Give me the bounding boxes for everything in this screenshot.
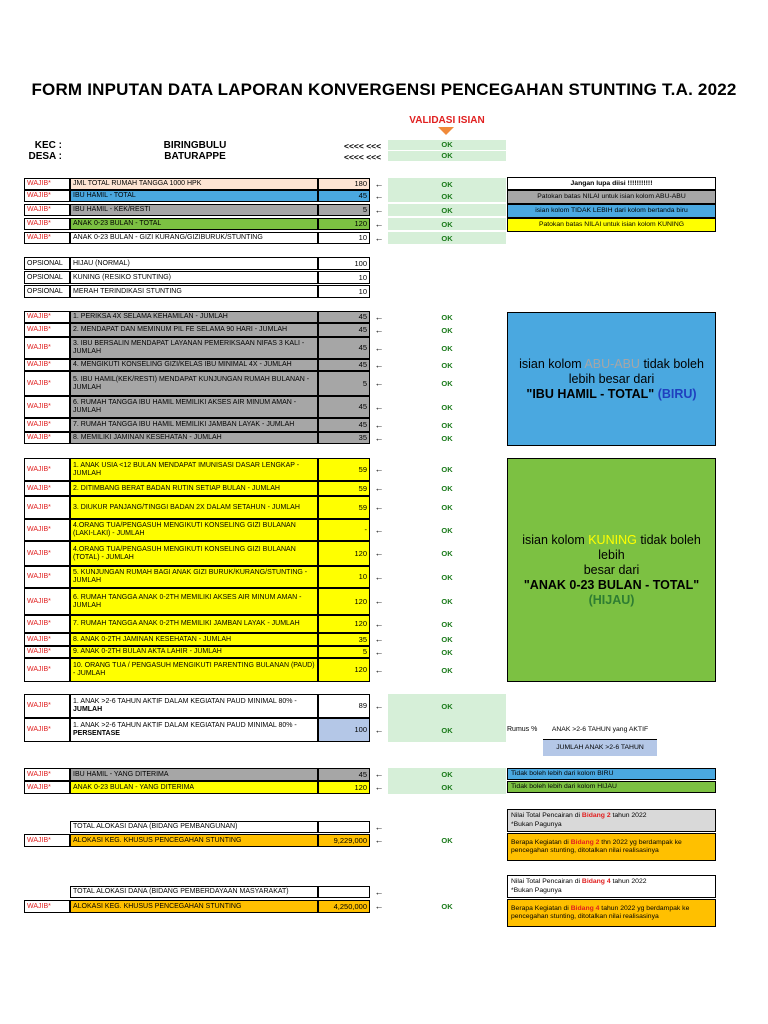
row-value-input[interactable]: 10 bbox=[318, 566, 370, 588]
total-allocation-label: TOTAL ALOKASI DANA (BIDANG PEMBERDAYAAN MASYARAKAT) bbox=[70, 886, 318, 898]
row-value-input[interactable]: 45 bbox=[318, 418, 370, 432]
note-blue-text2: tidak boleh bbox=[639, 356, 704, 371]
left-arrow-icon: ← bbox=[374, 782, 384, 792]
kec-label: KEC : bbox=[34, 140, 62, 151]
row-description-line2: JUMLAH bbox=[73, 706, 103, 713]
row-value-input[interactable]: 10 bbox=[318, 271, 370, 284]
note-green-line2: besar dari bbox=[583, 562, 640, 577]
row-description: 7. RUMAH TANGGA ANAK 0-2TH MEMILIKI JAMBAN LAYAK - JUMLAH bbox=[70, 615, 318, 633]
legend-item: Patokan batas NILAI untuk isian kolom KUNING bbox=[507, 218, 716, 232]
validasi-header: VALIDASI ISIAN bbox=[409, 115, 485, 126]
note-green-anak-total: "ANAK 0-23 BULAN - TOTAL" bbox=[523, 577, 700, 592]
row-value-input[interactable]: 10 bbox=[318, 285, 370, 298]
row-value-input[interactable]: 5 bbox=[318, 371, 370, 396]
row-label: WAJIB* bbox=[24, 541, 70, 566]
arrow-down-icon bbox=[438, 127, 454, 135]
note-anak-023 bbox=[507, 458, 716, 682]
row-description: 2. MENDAPAT DAN MEMINUM PIL FE SELAMA 90 HARI - JUMLAH bbox=[70, 323, 318, 337]
row-label: WAJIB* bbox=[24, 781, 70, 794]
note-b2k-text3: pencegahan stunting, ditotalkan nilai realisasinya bbox=[511, 847, 659, 854]
note-green-hijau: (HIJAU) bbox=[588, 592, 635, 607]
legend-item: Patokan batas NILAI untuk isian kolom ABU-ABU bbox=[507, 190, 716, 204]
row-status: OK bbox=[441, 433, 453, 443]
row-label: WAJIB* bbox=[24, 646, 70, 658]
row-label: WAJIB* bbox=[24, 658, 70, 682]
left-arrow-icon: ← bbox=[374, 525, 384, 535]
left-arrow-icon: ← bbox=[374, 325, 384, 335]
row-description: ALOKASI KEG. KHUSUS PENCEGAHAN STUNTING bbox=[70, 834, 318, 847]
note-hijau-limit: Tidak boleh lebih dari kolom HIJAU bbox=[507, 781, 716, 793]
row-description: 3. DIUKUR PANJANG/TINGGI BADAN 2X DALAM SETAHUN - JUMLAH bbox=[70, 496, 318, 519]
row-description bbox=[70, 718, 318, 742]
note-b2-bukan-pagu: *Bukan Pagunya bbox=[511, 820, 562, 828]
row-status: OK bbox=[441, 484, 453, 493]
row-value-input[interactable]: 45 bbox=[318, 359, 370, 371]
desa-value[interactable]: BATURAPPE bbox=[164, 151, 226, 162]
row-label: WAJIB* bbox=[24, 218, 70, 230]
row-description: IBU HAMIL - TOTAL bbox=[70, 190, 318, 202]
row-label: WAJIB* bbox=[24, 232, 70, 244]
row-value-input[interactable]: - bbox=[318, 519, 370, 541]
row-value-input[interactable]: 45 bbox=[318, 396, 370, 418]
row-description: ANAK 0-23 BULAN - TOTAL bbox=[70, 218, 318, 230]
row-description-line2: PERSENTASE bbox=[73, 730, 120, 737]
row-label: WAJIB* bbox=[24, 359, 70, 371]
rumus-denominator: JUMLAH ANAK >2-6 TAHUN bbox=[543, 740, 657, 756]
row-description-line1: 1. ANAK >2-6 TAHUN AKTIF DALAM KEGIATAN PAUD MINIMAL 80% - bbox=[73, 722, 297, 729]
row-status: OK bbox=[441, 465, 453, 474]
note-bidang2-total bbox=[507, 809, 716, 832]
legend-item: isian kolom TIDAK LEBIH dari kolom bertanda biru bbox=[507, 204, 716, 218]
row-value-input[interactable]: 120 bbox=[318, 781, 370, 794]
row-status: OK bbox=[388, 718, 506, 742]
left-arrow-icon: ← bbox=[374, 769, 384, 779]
row-value-input[interactable]: 120 bbox=[318, 615, 370, 633]
total-allocation-label: TOTAL ALOKASI DANA (BIDANG PEMBANGUNAN) bbox=[70, 821, 318, 833]
row-value-input[interactable]: 100 bbox=[318, 718, 370, 742]
kec-status: OK bbox=[388, 140, 506, 150]
desa-status: OK bbox=[388, 151, 506, 161]
row-value-input[interactable]: 180 bbox=[318, 178, 370, 190]
left-arrow-icon: ← bbox=[374, 191, 384, 201]
row-value-input[interactable]: 35 bbox=[318, 633, 370, 646]
note-blue-text: isian kolom bbox=[519, 356, 585, 371]
left-arrow-icon: ← bbox=[374, 725, 384, 735]
row-label: WAJIB* bbox=[24, 178, 70, 190]
row-description: 4.ORANG TUA/PENGASUH MENGIKUTI KONSELING GIZI BULANAN (LAKI-LAKI) - JUMLAH bbox=[70, 519, 318, 541]
left-arrow-icon: ← bbox=[374, 835, 384, 845]
row-description: 8. ANAK 0-2TH JAMINAN KESEHATAN - JUMLAH bbox=[70, 633, 318, 646]
note-blue-ibu-total: "IBU HAMIL - TOTAL" bbox=[526, 386, 655, 401]
note-ibu-hamil bbox=[507, 312, 716, 446]
rumus-label: Rumus % bbox=[507, 726, 538, 733]
row-description: ANAK 0-23 BULAN - YANG DITERIMA bbox=[70, 781, 318, 794]
row-description: 5. KUNJUNGAN RUMAH BAGI ANAK GIZI BURUK/KURANG/STUNTING - JUMLAH bbox=[70, 566, 318, 588]
row-status: OK bbox=[441, 572, 453, 582]
row-label: WAJIB* bbox=[24, 337, 70, 359]
row-status: OK bbox=[441, 597, 453, 606]
row-status: OK bbox=[441, 635, 453, 644]
left-arrow-icon: ← bbox=[374, 179, 384, 189]
note-blue-biru: (BIRU) bbox=[654, 386, 697, 401]
row-status: OK bbox=[441, 619, 453, 629]
note-b4k-text2: tahun 2022 yg berdampak ke bbox=[599, 904, 690, 912]
row-value-input[interactable]: 45 bbox=[318, 768, 370, 781]
row-value-input[interactable]: 120 bbox=[318, 588, 370, 615]
row-status: OK bbox=[388, 204, 506, 216]
row-status: OK bbox=[388, 694, 506, 718]
row-label: WAJIB* bbox=[24, 633, 70, 646]
row-value-input[interactable]: 59 bbox=[318, 496, 370, 519]
note-b4-text2: tahun 2022 bbox=[610, 878, 647, 885]
note-b2-bidang: Bidang 2 bbox=[581, 812, 611, 819]
row-status: OK bbox=[441, 312, 453, 322]
row-value-input[interactable]: 35 bbox=[318, 432, 370, 444]
note-blue-line2: lebih besar dari bbox=[568, 371, 655, 386]
note-green-text2: tidak boleh lebih bbox=[598, 532, 701, 562]
row-description: 1. PERIKSA 4X SELAMA KEHAMILAN - JUMLAH bbox=[70, 311, 318, 323]
row-status: OK bbox=[441, 343, 453, 353]
row-label: WAJIB* bbox=[24, 418, 70, 432]
row-description: 6. RUMAH TANGGA ANAK 0-2TH MEMILIKI AKSES AIR MINUM AMAN - JUMLAH bbox=[70, 588, 318, 615]
note-bidang2-kegiatan bbox=[507, 833, 716, 861]
row-status: OK bbox=[441, 503, 453, 512]
row-description-line1: 1. ANAK >2-6 TAHUN AKTIF DALAM KEGIATAN PAUD MINIMAL 80% - bbox=[73, 698, 297, 705]
row-label: WAJIB* bbox=[24, 481, 70, 496]
left-arrow-icon: ← bbox=[374, 483, 384, 493]
row-status: OK bbox=[441, 902, 453, 911]
left-arrow-icon: ← bbox=[374, 822, 384, 832]
kec-arrows: <<<< <<< bbox=[344, 141, 382, 151]
row-description: HIJAU (NORMAL) bbox=[70, 257, 318, 270]
row-value-input[interactable]: 59 bbox=[318, 481, 370, 496]
row-status: OK bbox=[441, 647, 453, 657]
allocation-value-input[interactable]: 9,229,000 bbox=[318, 834, 370, 847]
desa-arrows: <<<< <<< bbox=[344, 152, 382, 162]
row-description: 10. ORANG TUA / PENGASUH MENGIKUTI PARENTING BULANAN (PAUD) - JUMLAH bbox=[70, 658, 318, 682]
row-description: 4. MENGIKUTI KONSELING GIZI/KELAS IBU MINIMAL 4X - JUMLAH bbox=[70, 359, 318, 371]
rumus-numerator: ANAK >2-6 TAHUN yang AKTIF bbox=[543, 720, 657, 740]
note-b4-bukan-pagu: *Bukan Pagunya bbox=[511, 886, 562, 894]
row-value-input[interactable]: 5 bbox=[318, 646, 370, 658]
row-status: OK bbox=[388, 232, 506, 244]
row-label: WAJIB* bbox=[24, 458, 70, 481]
row-label: WAJIB* bbox=[24, 204, 70, 216]
row-label: WAJIB* bbox=[24, 768, 70, 781]
row-value-input[interactable]: 120 bbox=[318, 218, 370, 230]
note-green-kuning: KUNING bbox=[588, 532, 637, 547]
left-arrow-icon: ← bbox=[374, 343, 384, 353]
row-status: OK bbox=[441, 525, 453, 535]
note-green-text: isian kolom bbox=[522, 532, 589, 547]
left-arrow-icon: ← bbox=[374, 665, 384, 675]
row-description: 6. RUMAH TANGGA IBU HAMIL MEMILIKI AKSES AIR MINUM AMAN - JUMLAH bbox=[70, 396, 318, 418]
row-label: WAJIB* bbox=[24, 834, 70, 847]
row-description: 1. ANAK USIA <12 BULAN MENDAPAT IMUNISASI DASAR LENGKAP - JUMLAH bbox=[70, 458, 318, 481]
row-label: WAJIB* bbox=[24, 694, 70, 718]
left-arrow-icon: ← bbox=[374, 433, 384, 443]
note-b2k-text: Berapa Kegiatan di bbox=[511, 838, 571, 846]
row-description: 8. MEMILIKI JAMINAN KESEHATAN - JUMLAH bbox=[70, 432, 318, 444]
row-status: OK bbox=[441, 420, 453, 430]
row-description: 5. IBU HAMIL(KEK/RESTI) MENDAPAT KUNJUNGAN RUMAH BULANAN - JUMLAH bbox=[70, 371, 318, 396]
row-description: 2. DITIMBANG BERAT BADAN RUTIN SETIAP BULAN - JUMLAH bbox=[70, 481, 318, 496]
left-arrow-icon: ← bbox=[374, 378, 384, 388]
left-arrow-icon: ← bbox=[374, 205, 384, 215]
row-description: IBU HAMIL - YANG DITERIMA bbox=[70, 768, 318, 781]
note-b4k-text: Berapa Kegiatan di bbox=[511, 904, 571, 912]
row-label: WAJIB* bbox=[24, 615, 70, 633]
row-label: OPSIONAL bbox=[24, 271, 70, 284]
row-value-input[interactable]: 45 bbox=[318, 311, 370, 323]
left-arrow-icon: ← bbox=[374, 548, 384, 558]
allocation-value-input[interactable]: 4,250,000 bbox=[318, 900, 370, 913]
row-value-input[interactable]: 120 bbox=[318, 658, 370, 682]
row-label: OPSIONAL bbox=[24, 257, 70, 270]
row-value-input[interactable]: 89 bbox=[318, 694, 370, 718]
row-value-input[interactable]: 45 bbox=[318, 337, 370, 359]
note-b2-text2: tahun 2022 bbox=[610, 812, 647, 819]
legend-item: Jangan lupa diisi !!!!!!!!!!! bbox=[507, 177, 716, 190]
left-arrow-icon: ← bbox=[374, 360, 384, 370]
row-status: OK bbox=[441, 325, 453, 335]
left-arrow-icon: ← bbox=[374, 596, 384, 606]
row-description: 9. ANAK 0-2TH BULAN AKTA LAHIR - JUMLAH bbox=[70, 646, 318, 658]
row-value-input[interactable]: 45 bbox=[318, 190, 370, 202]
row-status: OK bbox=[441, 836, 453, 845]
row-label: WAJIB* bbox=[24, 432, 70, 444]
row-status: OK bbox=[388, 218, 506, 230]
note-b4-bidang: Bidang 4 bbox=[581, 878, 611, 885]
left-arrow-icon: ← bbox=[374, 619, 384, 629]
row-description: KUNING (RESIKO STUNTING) bbox=[70, 271, 318, 284]
left-arrow-icon: ← bbox=[374, 701, 384, 711]
left-arrow-icon: ← bbox=[374, 402, 384, 412]
left-arrow-icon: ← bbox=[374, 572, 384, 582]
row-label: WAJIB* bbox=[24, 396, 70, 418]
row-status: OK bbox=[441, 379, 453, 388]
row-label: WAJIB* bbox=[24, 566, 70, 588]
note-b2-text: Nilai Total Pencairan di bbox=[511, 812, 582, 819]
note-b4-text: Nilai Total Pencairan di bbox=[511, 878, 582, 885]
row-description: 4.ORANG TUA/PENGASUH MENGIKUTI KONSELING GIZI BULANAN (TOTAL) - JUMLAH bbox=[70, 541, 318, 566]
row-label: WAJIB* bbox=[24, 323, 70, 337]
row-label: WAJIB* bbox=[24, 718, 70, 742]
row-description: 7. RUMAH TANGGA IBU HAMIL MEMILIKI JAMBAN LAYAK - JUMLAH bbox=[70, 418, 318, 432]
note-biru-limit: Tidak boleh lebih dari kolom BIRU bbox=[507, 768, 716, 780]
note-b2k-text2: thn 2022 yg berdampak ke bbox=[599, 838, 682, 846]
left-arrow-icon: ← bbox=[374, 219, 384, 229]
left-arrow-icon: ← bbox=[374, 634, 384, 644]
row-status: OK bbox=[441, 402, 453, 412]
row-label: WAJIB* bbox=[24, 311, 70, 323]
note-b2k-bidang: Bidang 2 bbox=[570, 838, 600, 846]
row-value-input[interactable]: 45 bbox=[318, 323, 370, 337]
row-status: OK bbox=[441, 665, 453, 675]
row-status: OK bbox=[388, 768, 506, 781]
row-description: IBU HAMIL - KEK/RESTI bbox=[70, 204, 318, 216]
note-b4k-bidang: Bidang 4 bbox=[570, 904, 600, 912]
row-description bbox=[70, 694, 318, 718]
page-title: FORM INPUTAN DATA LAPORAN KONVERGENSI PENCEGAHAN STUNTING T.A. 2022 bbox=[31, 80, 737, 99]
row-description: ANAK 0-23 BULAN - GIZI KURANG/GIZIBURUK/STUNTING bbox=[70, 232, 318, 244]
note-b4k-text3: pencegahan stunting, ditotalkan nilai realisasinya bbox=[511, 913, 659, 920]
row-status: OK bbox=[388, 178, 506, 190]
left-arrow-icon: ← bbox=[374, 887, 384, 897]
row-value-input[interactable]: 10 bbox=[318, 232, 370, 244]
row-description: ALOKASI KEG. KHUSUS PENCEGAHAN STUNTING bbox=[70, 900, 318, 913]
row-status: OK bbox=[388, 190, 506, 202]
row-description: JML TOTAL RUMAH TANGGA 1000 HPK bbox=[70, 178, 318, 190]
row-value-input[interactable]: 59 bbox=[318, 458, 370, 481]
note-bidang4-total bbox=[507, 875, 716, 898]
row-label: WAJIB* bbox=[24, 371, 70, 396]
row-label: WAJIB* bbox=[24, 190, 70, 202]
left-arrow-icon: ← bbox=[374, 647, 384, 657]
row-status: OK bbox=[441, 549, 453, 558]
note-bidang4-kegiatan bbox=[507, 899, 716, 927]
left-arrow-icon: ← bbox=[374, 233, 384, 243]
note-blue-abu: ABU-ABU bbox=[584, 356, 640, 371]
left-arrow-icon: ← bbox=[374, 420, 384, 430]
row-status: OK bbox=[441, 360, 453, 370]
row-label: WAJIB* bbox=[24, 519, 70, 541]
left-arrow-icon: ← bbox=[374, 502, 384, 512]
row-label: WAJIB* bbox=[24, 496, 70, 519]
row-description: MERAH TERINDIKASI STUNTING bbox=[70, 285, 318, 298]
left-arrow-icon: ← bbox=[374, 464, 384, 474]
row-label: WAJIB* bbox=[24, 900, 70, 913]
row-value-input[interactable]: 100 bbox=[318, 257, 370, 270]
desa-label: DESA : bbox=[28, 151, 62, 162]
total-allocation-value[interactable] bbox=[318, 886, 370, 898]
row-value-input[interactable]: 120 bbox=[318, 541, 370, 566]
row-label: WAJIB* bbox=[24, 588, 70, 615]
kec-value[interactable]: BIRINGBULU bbox=[163, 140, 227, 151]
row-label: OPSIONAL bbox=[24, 285, 70, 298]
left-arrow-icon: ← bbox=[374, 901, 384, 911]
row-status: OK bbox=[388, 781, 506, 794]
row-description: 3. IBU BERSALIN MENDAPAT LAYANAN PEMERIKSAAN NIFAS 3 KALI - JUMLAH bbox=[70, 337, 318, 359]
left-arrow-icon: ← bbox=[374, 312, 384, 322]
row-value-input[interactable]: 5 bbox=[318, 204, 370, 216]
total-allocation-value[interactable] bbox=[318, 821, 370, 833]
